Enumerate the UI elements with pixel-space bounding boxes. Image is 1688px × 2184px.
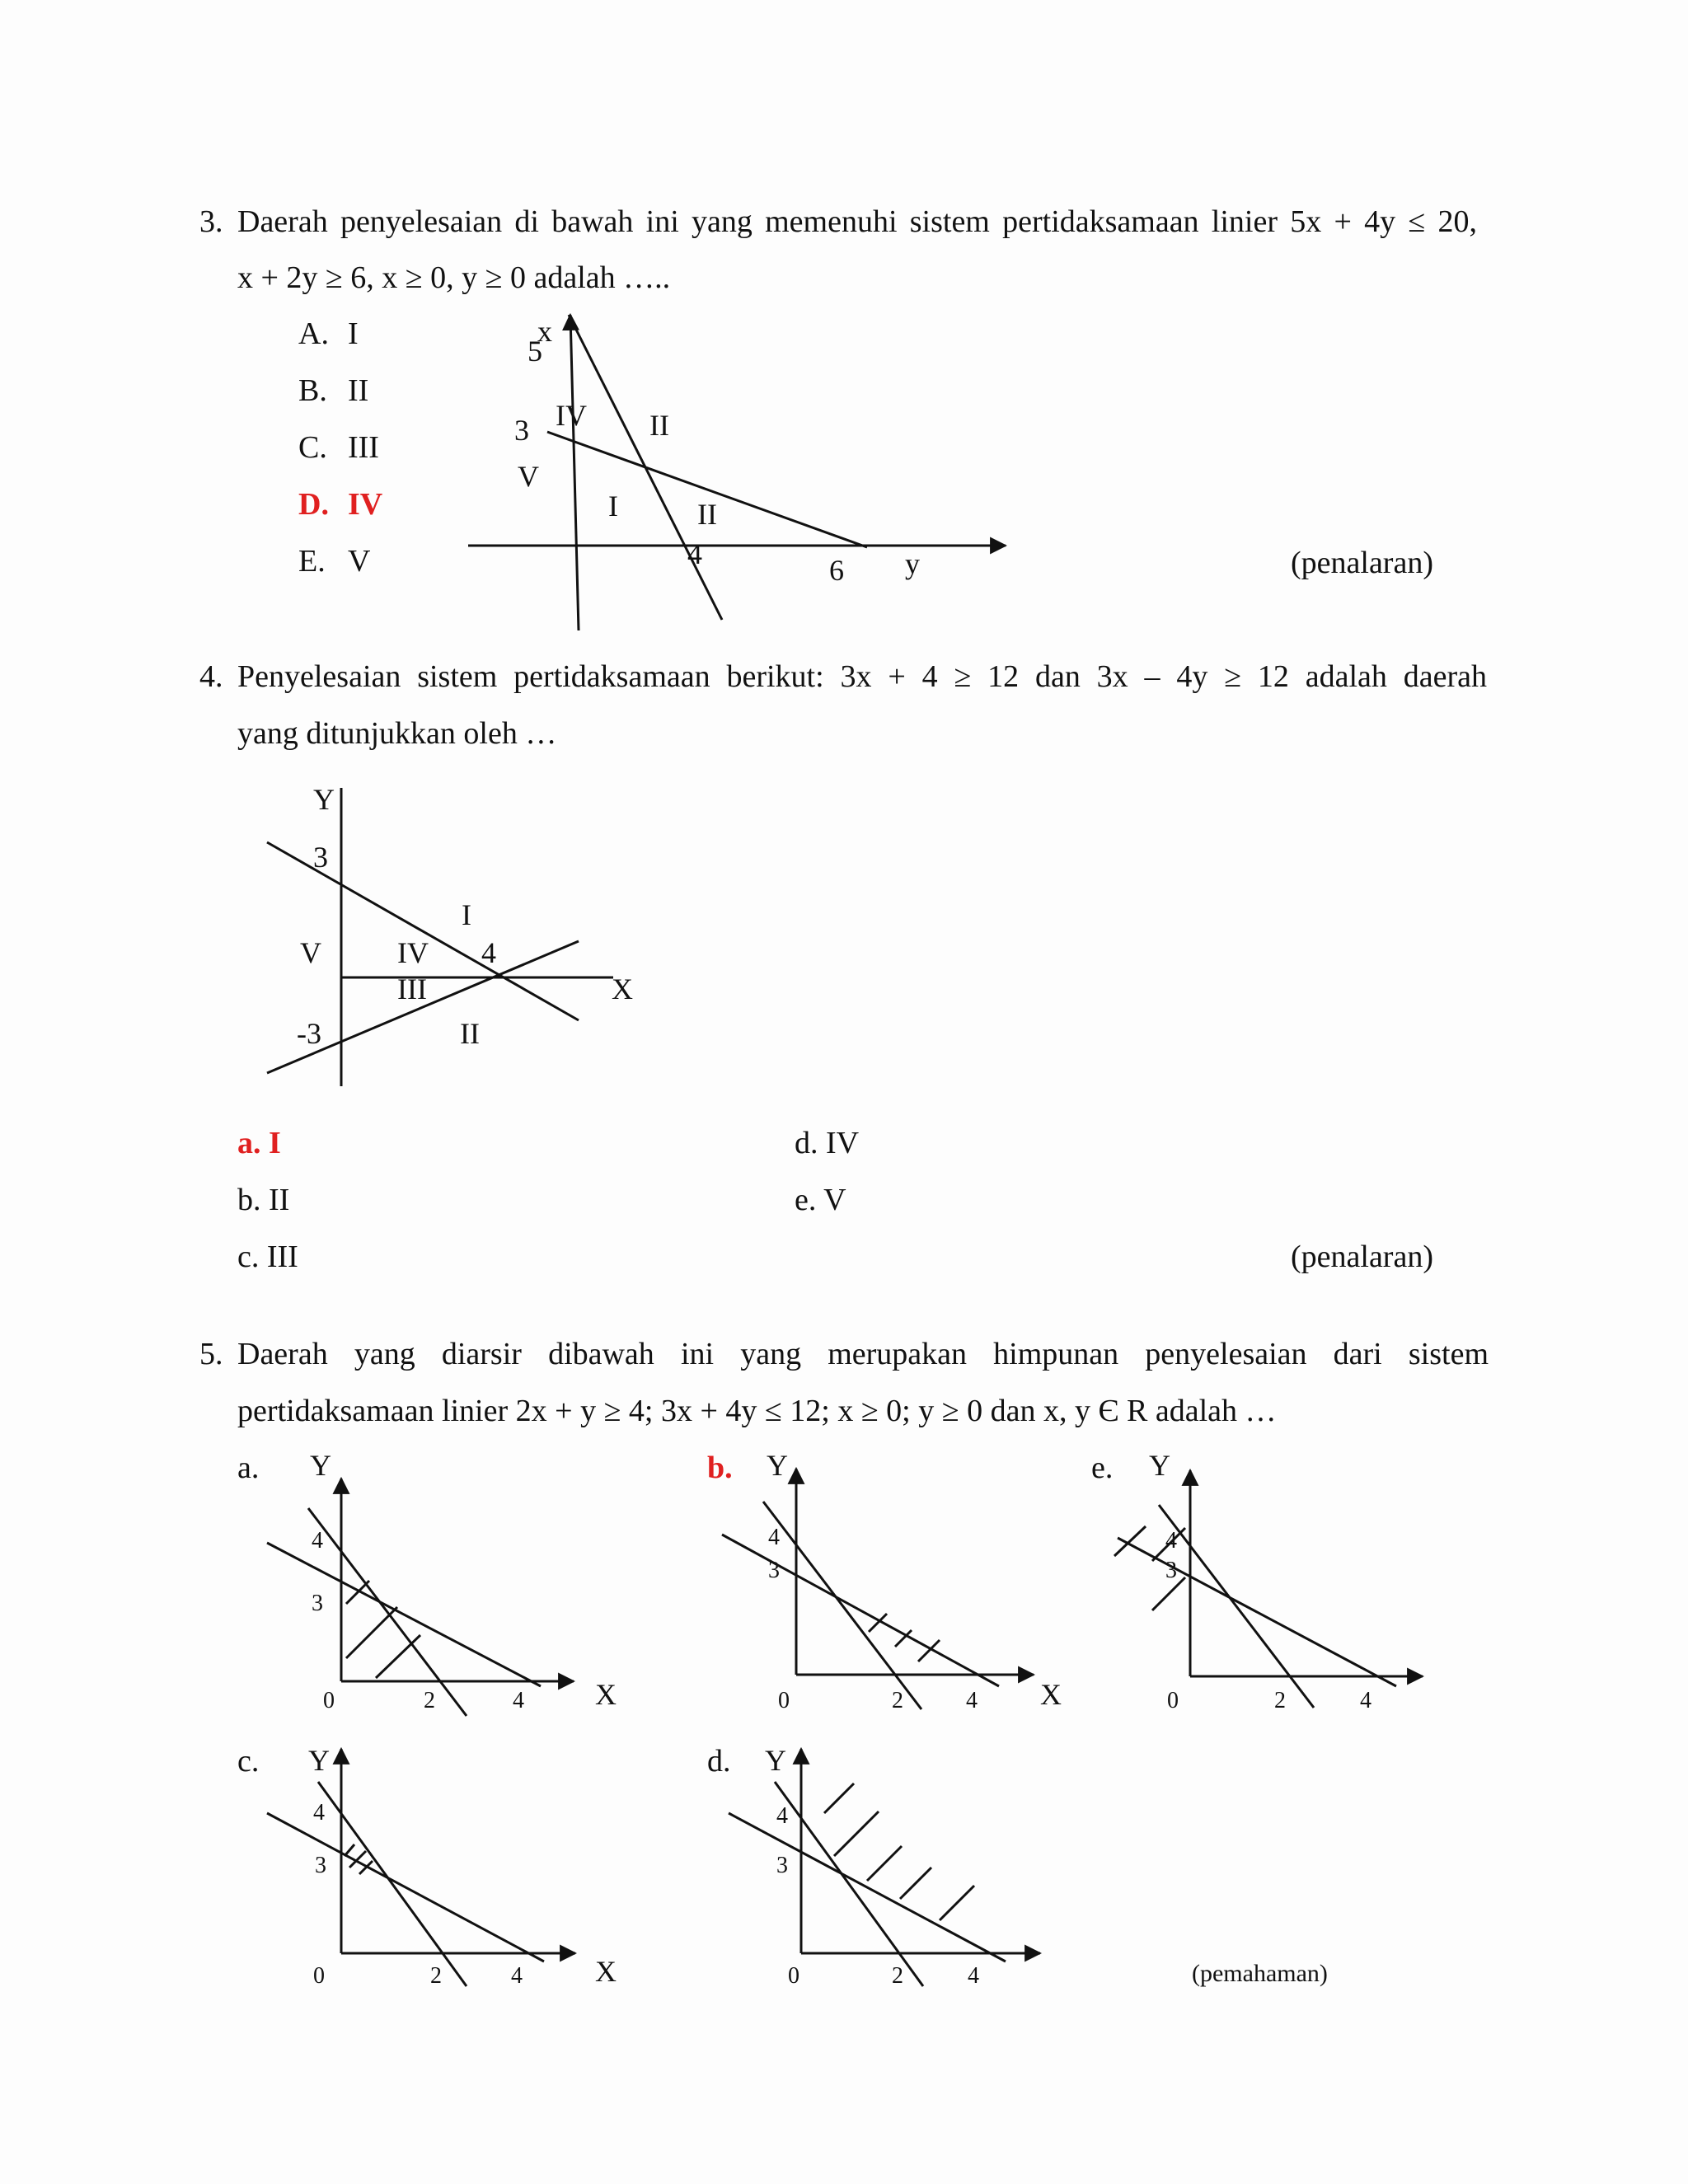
q5-number: 5.	[199, 1337, 223, 1371]
q3-axis-label-right: y	[905, 547, 920, 580]
q5d-tick-y4: 4	[776, 1803, 788, 1829]
q5c-axis-x: X	[595, 1955, 617, 1988]
q5b-tick-y3: 3	[768, 1558, 780, 1583]
q3-graph	[468, 315, 1006, 630]
q4-region-ii: II	[460, 1017, 480, 1050]
q4-region-v: V	[300, 936, 321, 969]
q5c-tick-x4: 4	[511, 1963, 523, 1989]
q4-text-line1: Penyelesaian sistem pertidaksamaan berikut: 3x + 4 ≥ 12 dan 3x – 4y ≥ 12 adalah daerah	[237, 659, 1487, 694]
q5d-tick-y3: 3	[776, 1853, 788, 1878]
q5-tag: (pemahaman)	[1192, 1960, 1328, 1987]
q5c-tick-y3: 3	[315, 1853, 326, 1878]
q5d-line-3x-4y	[729, 1813, 1006, 1961]
q3-option-e-letter[interactable]: E.	[298, 544, 326, 579]
q3-option-a-text[interactable]: I	[348, 316, 359, 351]
q5a-axis-x: X	[595, 1678, 617, 1711]
q5c-tick-x2: 2	[430, 1963, 442, 1989]
q3-text-line1: Daerah penyelesaian di bawah ini yang memenuhi sistem pertidaksamaan linier 5x + 4y ≤ 20,	[237, 204, 1477, 239]
q3-text-line2: x + 2y ≥ 6, x ≥ 0, y ≥ 0 adalah …..	[237, 260, 671, 295]
q5-text-line2: pertidaksamaan linier 2x + y ≥ 4; 3x + 4y ≤ 12; x ≥ 0; y ≥ 0 dan x, y Є R adalah …	[237, 1394, 1277, 1428]
q5c-tick-origin: 0	[313, 1963, 325, 1989]
q3-tick-3: 3	[514, 414, 529, 447]
q3-region-iv: IV	[556, 399, 587, 432]
q5a-tick-x4: 4	[513, 1688, 524, 1713]
q3-tag: (penalaran)	[1291, 546, 1433, 580]
q4-region-i: I	[462, 898, 471, 931]
q5-option-d-label[interactable]: d.	[707, 1744, 731, 1779]
q4-tick-neg3: -3	[297, 1017, 321, 1050]
q3-option-b-text[interactable]: II	[348, 373, 369, 408]
q4-region-iii: III	[397, 972, 427, 1005]
q5a-tick-origin: 0	[323, 1688, 335, 1713]
q3-region-ii-bottom: II	[697, 498, 717, 531]
q4-axis-label-x: X	[612, 972, 633, 1005]
q5-option-c-label[interactable]: c.	[237, 1744, 260, 1779]
q4-option-e[interactable]: e. V	[795, 1183, 846, 1217]
q5-graph-b	[722, 1469, 1034, 1709]
q3-region-ii-top: II	[649, 409, 669, 442]
q5d-line-2x-y	[775, 1782, 923, 1986]
q3-tick-4: 4	[687, 537, 702, 570]
q3-option-a-letter[interactable]: A.	[298, 316, 329, 351]
q5b-axis-x: X	[1040, 1678, 1062, 1711]
q5e-tick-y4: 4	[1165, 1528, 1177, 1554]
q5d-tick-x2: 2	[892, 1963, 903, 1989]
q5-text-line1: Daerah yang diarsir dibawah ini yang merupakan himpunan penyelesaian dari sistem	[237, 1337, 1489, 1371]
q5b-tick-x4: 4	[966, 1688, 978, 1713]
q5-graph-e	[1114, 1470, 1423, 1708]
q3-number: 3.	[199, 204, 223, 239]
q5a-tick-y3: 3	[312, 1591, 323, 1616]
q3-option-d-letter[interactable]: D.	[298, 487, 329, 522]
q3-option-e-text[interactable]: V	[348, 544, 371, 579]
q4-tick-4: 4	[481, 936, 496, 969]
q4-text-line2: yang ditunjukkan oleh …	[237, 716, 557, 751]
q5-option-e-label[interactable]: e.	[1091, 1451, 1114, 1485]
q5b-line-3x-4y	[722, 1535, 999, 1686]
q5b-tick-origin: 0	[778, 1688, 790, 1713]
q5d-hatch	[824, 1783, 854, 1813]
q5b-line-2x-y	[763, 1502, 921, 1709]
q5e-tick-x4: 4	[1360, 1688, 1372, 1713]
q5c-line-3x-4y	[267, 1813, 544, 1961]
q4-option-a[interactable]: a. I	[237, 1126, 281, 1160]
q4-number: 4.	[199, 659, 223, 694]
q3-option-c-letter[interactable]: C.	[298, 430, 327, 465]
q5d-tick-origin: 0	[788, 1963, 799, 1989]
q4-axis-label-y: Y	[313, 783, 335, 816]
q5a-axis-y: Y	[310, 1449, 331, 1482]
q5c-tick-y4: 4	[313, 1800, 325, 1825]
q3-option-d-text[interactable]: IV	[348, 487, 383, 522]
q3-axis-label-up: x	[537, 315, 552, 348]
q5-option-a-label[interactable]: a.	[237, 1451, 260, 1485]
q3-region-v: V	[518, 460, 539, 493]
q4-tag: (penalaran)	[1291, 1240, 1433, 1274]
q3-axis-vertical	[570, 315, 579, 630]
q5c-axis-y: Y	[308, 1744, 330, 1777]
q5e-tick-y3: 3	[1165, 1558, 1177, 1583]
q4-option-d[interactable]: d. IV	[795, 1126, 860, 1160]
q5c-hatch	[345, 1844, 354, 1856]
q5-option-b-label[interactable]: b.	[707, 1451, 733, 1485]
q4-option-b[interactable]: b. II	[237, 1183, 290, 1217]
q3-region-i: I	[608, 490, 618, 523]
q5e-axis-y: Y	[1149, 1449, 1170, 1482]
q5a-line-2x-y	[308, 1508, 467, 1716]
q3-option-c-text[interactable]: III	[348, 430, 379, 465]
q3-option-b-letter[interactable]: B.	[298, 373, 327, 408]
q5a-line-3x-4y	[267, 1543, 541, 1686]
q5a-tick-y4: 4	[312, 1528, 323, 1554]
q4-region-iv: IV	[397, 936, 429, 969]
q3-tick-5: 5	[528, 335, 542, 368]
q5e-tick-x2: 2	[1274, 1688, 1286, 1713]
q3-tick-6: 6	[829, 554, 844, 587]
q5d-tick-x4: 4	[968, 1963, 979, 1989]
q5e-tick-origin: 0	[1167, 1688, 1179, 1713]
q5b-tick-x2: 2	[892, 1688, 903, 1713]
q4-option-c[interactable]: c. III	[237, 1240, 298, 1274]
q5a-tick-x2: 2	[424, 1688, 435, 1713]
q5b-tick-y4: 4	[768, 1525, 780, 1550]
q5-graph-d	[729, 1749, 1040, 1986]
q5d-axis-y: Y	[765, 1744, 786, 1777]
q5-graph-c	[267, 1749, 575, 1986]
q5b-axis-y: Y	[767, 1449, 788, 1482]
q5a-hatch	[346, 1581, 369, 1604]
q5e-line-3x-4y	[1118, 1538, 1396, 1686]
q4-tick-3: 3	[313, 841, 328, 874]
